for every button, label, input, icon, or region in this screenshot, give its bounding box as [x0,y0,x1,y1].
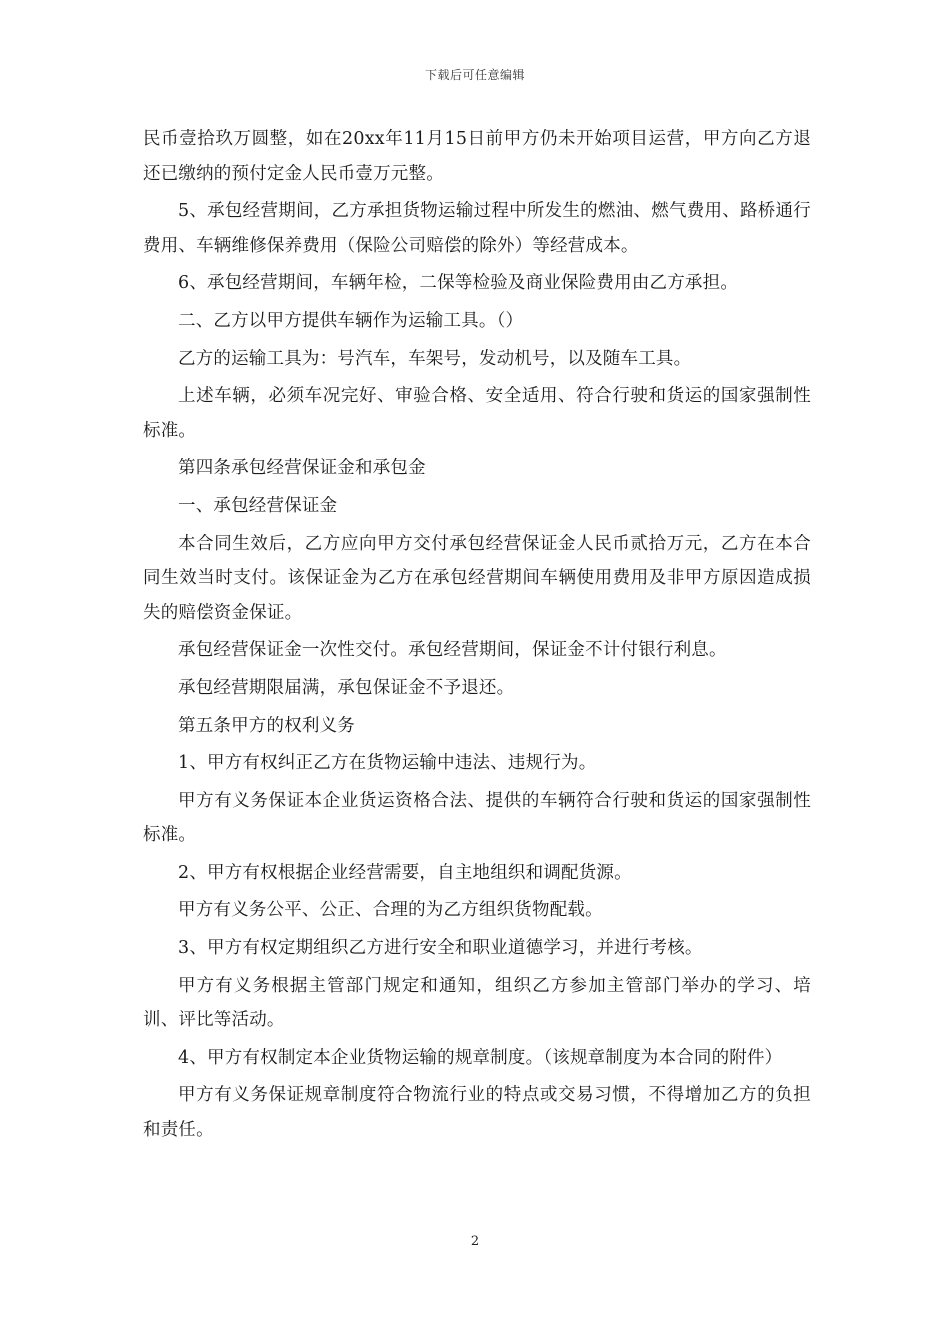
paragraph: 二、乙方以甲方提供车辆作为运输工具。（） [178,310,524,331]
section-heading: 第五条甲方的权利义务 [178,715,355,736]
paragraph: 上述车辆，必须车况完好、审验合格、安全适用、符合行驶和货运的国家强制性标准。 [143,386,811,441]
document-body [143,122,811,1151]
paragraph: 5、承包经营期间，乙方承担货物运输过程中所发生的燃油、燃气费用、路桥通行费用、车辆维修保养费用（保险公司赔偿的除外）等经营成本。 [143,201,811,256]
paragraph: 甲方有义务保证规章制度符合物流行业的特点或交易习惯，不得增加乙方的负担和责任。 [143,1085,811,1141]
page-header: 下载后可任意编辑 [424,68,525,82]
paragraph: 2、甲方有权根据企业经营需要，自主地组织和调配货源。 [178,862,632,883]
paragraph: 承包经营期限届满，承包保证金不予退还。 [178,677,515,698]
paragraph: 4、甲方有权制定本企业货物运输的规章制度。（该规章制度为本合同的附件） [178,1047,783,1068]
paragraph: 1、甲方有权纠正乙方在货物运输中违法、违规行为。 [178,753,597,774]
paragraph: 乙方的运输工具为：号汽车，车架号，发动机号，以及随车工具。 [178,348,692,369]
paragraph: 承包经营保证金一次性交付。承包经营期间，保证金不计付银行利息。 [178,640,727,661]
section-heading: 第四条承包经营保证金和承包金 [178,458,426,479]
paragraph: 甲方有义务公平、公正、合理的为乙方组织货物配载。 [178,900,603,921]
paragraph: 甲方有义务根据主管部门规定和通知，组织乙方参加主管部门举办的学习、培训、评比等活动。 [143,975,811,1031]
paragraph: 甲方有义务保证本企业货运资格合法、提供的车辆符合行驶和货运的国家强制性标准。 [143,790,811,846]
page-number: 2 [470,1234,480,1249]
paragraph: 6、承包经营期间，车辆年检，二保等检验及商业保险费用由乙方承担。 [178,273,739,294]
subsection-heading: 一、承包经营保证金 [178,495,338,516]
paragraph: 本合同生效后，乙方应向甲方交付承包经营保证金人民币贰拾万元，乙方在本合同生效当时支付。该保证金为乙方在承包经营期间车辆使用费用及非甲方原因造成损失的赔偿资金保证。 [143,533,811,623]
paragraph: 3、甲方有权定期组织乙方进行安全和职业道德学习，并进行考核。 [178,938,703,959]
paragraph: 民币壹拾玖万圆整，如在20xx年11月15日前甲方仍未开始项目运营，甲方向乙方退还已缴纳的预付定金人民币壹万元整。 [143,129,811,184]
